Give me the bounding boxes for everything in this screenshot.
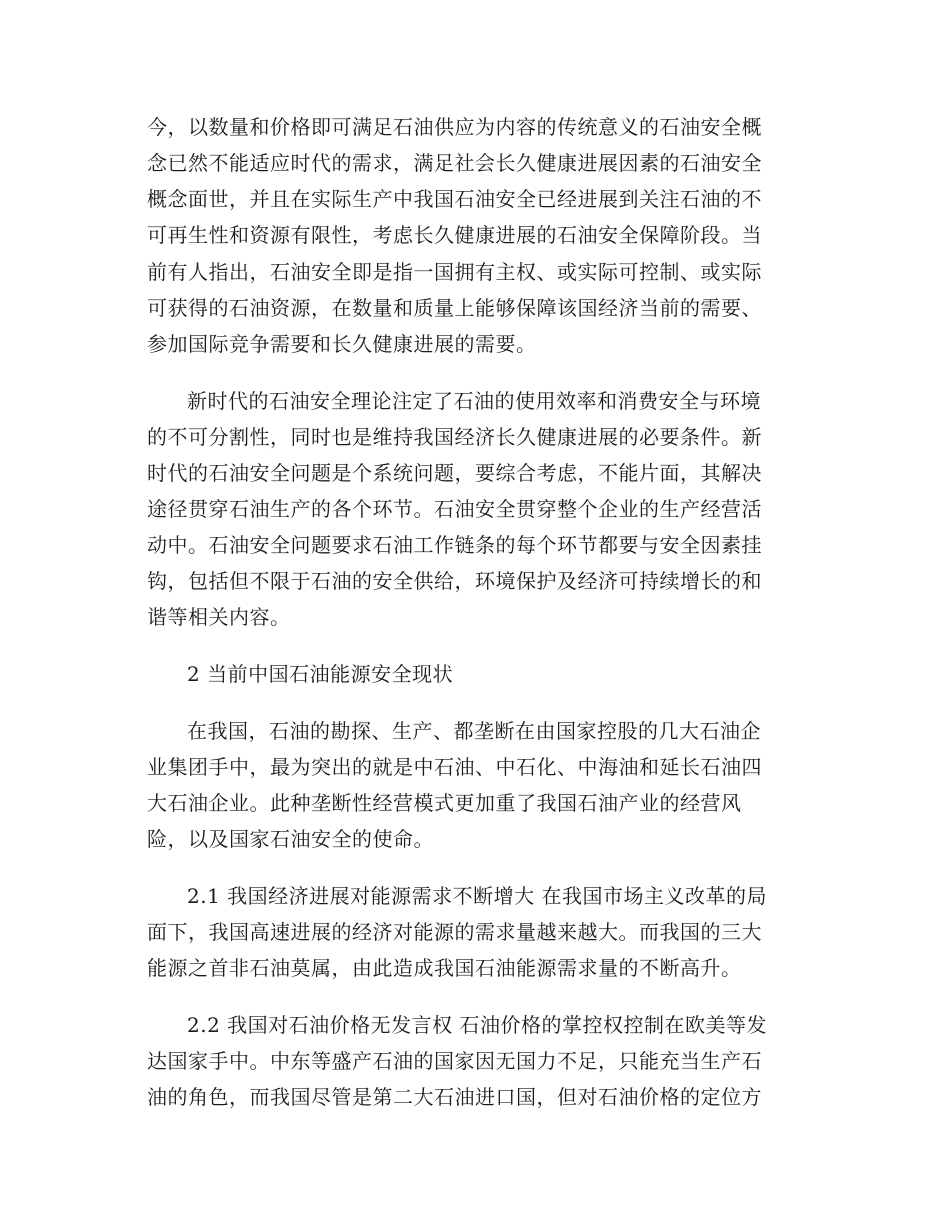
paragraph-2-line-7: 谐等相关内容。	[147, 605, 291, 629]
paragraph-1-line-2: 念已然不能适应时代的需求，满足社会长久健康进展因素的石油安全	[147, 151, 762, 175]
paragraph-4-line-1: 在我国，石油的勘探、生产、都垄断在由国家控股的几大石油企	[187, 719, 761, 743]
paragraph-4-line-2: 业集团手中，最为突出的就是中石油、中石化、中海油和延长石油四	[147, 755, 762, 779]
paragraph-6-line-3: 油的角色，而我国尽管是第二大石油进口国，但对石油价格的定位方	[147, 1085, 762, 1109]
paragraph-2-line-6: 钩，包括但不限于石油的安全供给，环境保护及经济可持续增长的和	[147, 569, 762, 593]
paragraph-4-line-3: 大石油企业。此种垄断性经营模式更加重了我国石油产业的经营风	[147, 791, 742, 815]
paragraph-5-line-1: 2.1 我国经济进展对能源需求不断增大 在我国市场主义改革的局	[187, 884, 768, 908]
paragraph-2-line-1: 新时代的石油安全理论注定了石油的使用效率和消费安全与环境	[187, 389, 761, 413]
paragraph-1-line-6: 可获得的石油资源，在数量和质量上能够保障该国经济当前的需要、	[147, 296, 762, 320]
paragraph-1-line-5: 前有人指出，石油安全即是指一国拥有主权、或实际可控制、或实际	[147, 260, 762, 284]
paragraph-1-line-1: 今，以数量和价格即可满足石油供应为内容的传统意义的石油安全概	[147, 115, 762, 139]
paragraph-4-line-4: 险，以及国家石油安全的使命。	[147, 827, 434, 851]
paragraph-1-line-7: 参加国际竞争需要和长久健康进展的需要。	[147, 332, 537, 356]
paragraph-6-line-1: 2.2 我国对石油价格无发言权 石油价格的掌控权控制在欧美等发	[187, 1013, 768, 1037]
section-heading-2: 2 当前中国石油能源安全现状	[187, 662, 454, 686]
paragraph-6-line-2: 达国家手中。中东等盛产石油的国家因无国力不足，只能充当生产石	[147, 1049, 762, 1073]
paragraph-5-line-2: 面下，我国高速进展的经济对能源的需求量越来越大。而我国的三大	[147, 920, 762, 944]
paragraph-2-line-4: 途径贯穿石油生产的各个环节。石油安全贯穿整个企业的生产经营活	[147, 497, 762, 521]
paragraph-1-line-4: 可再生性和资源有限性，考虑长久健康进展的石油安全保障阶段。当	[147, 223, 762, 247]
paragraph-5-line-3: 能源之首非石油莫属，由此造成我国石油能源需求量的不断高升。	[147, 956, 742, 980]
paragraph-1-line-3: 概念面世，并且在实际生产中我国石油安全已经进展到关注石油的不	[147, 187, 762, 211]
paragraph-2-line-3: 时代的石油安全问题是个系统问题，要综合考虑，不能片面，其解决	[147, 461, 762, 485]
paragraph-2-line-2: 的不可分割性，同时也是维持我国经济长久健康进展的必要条件。新	[147, 425, 762, 449]
paragraph-2-line-5: 动中。石油安全问题要求石油工作链条的每个环节都要与安全因素挂	[147, 533, 762, 557]
